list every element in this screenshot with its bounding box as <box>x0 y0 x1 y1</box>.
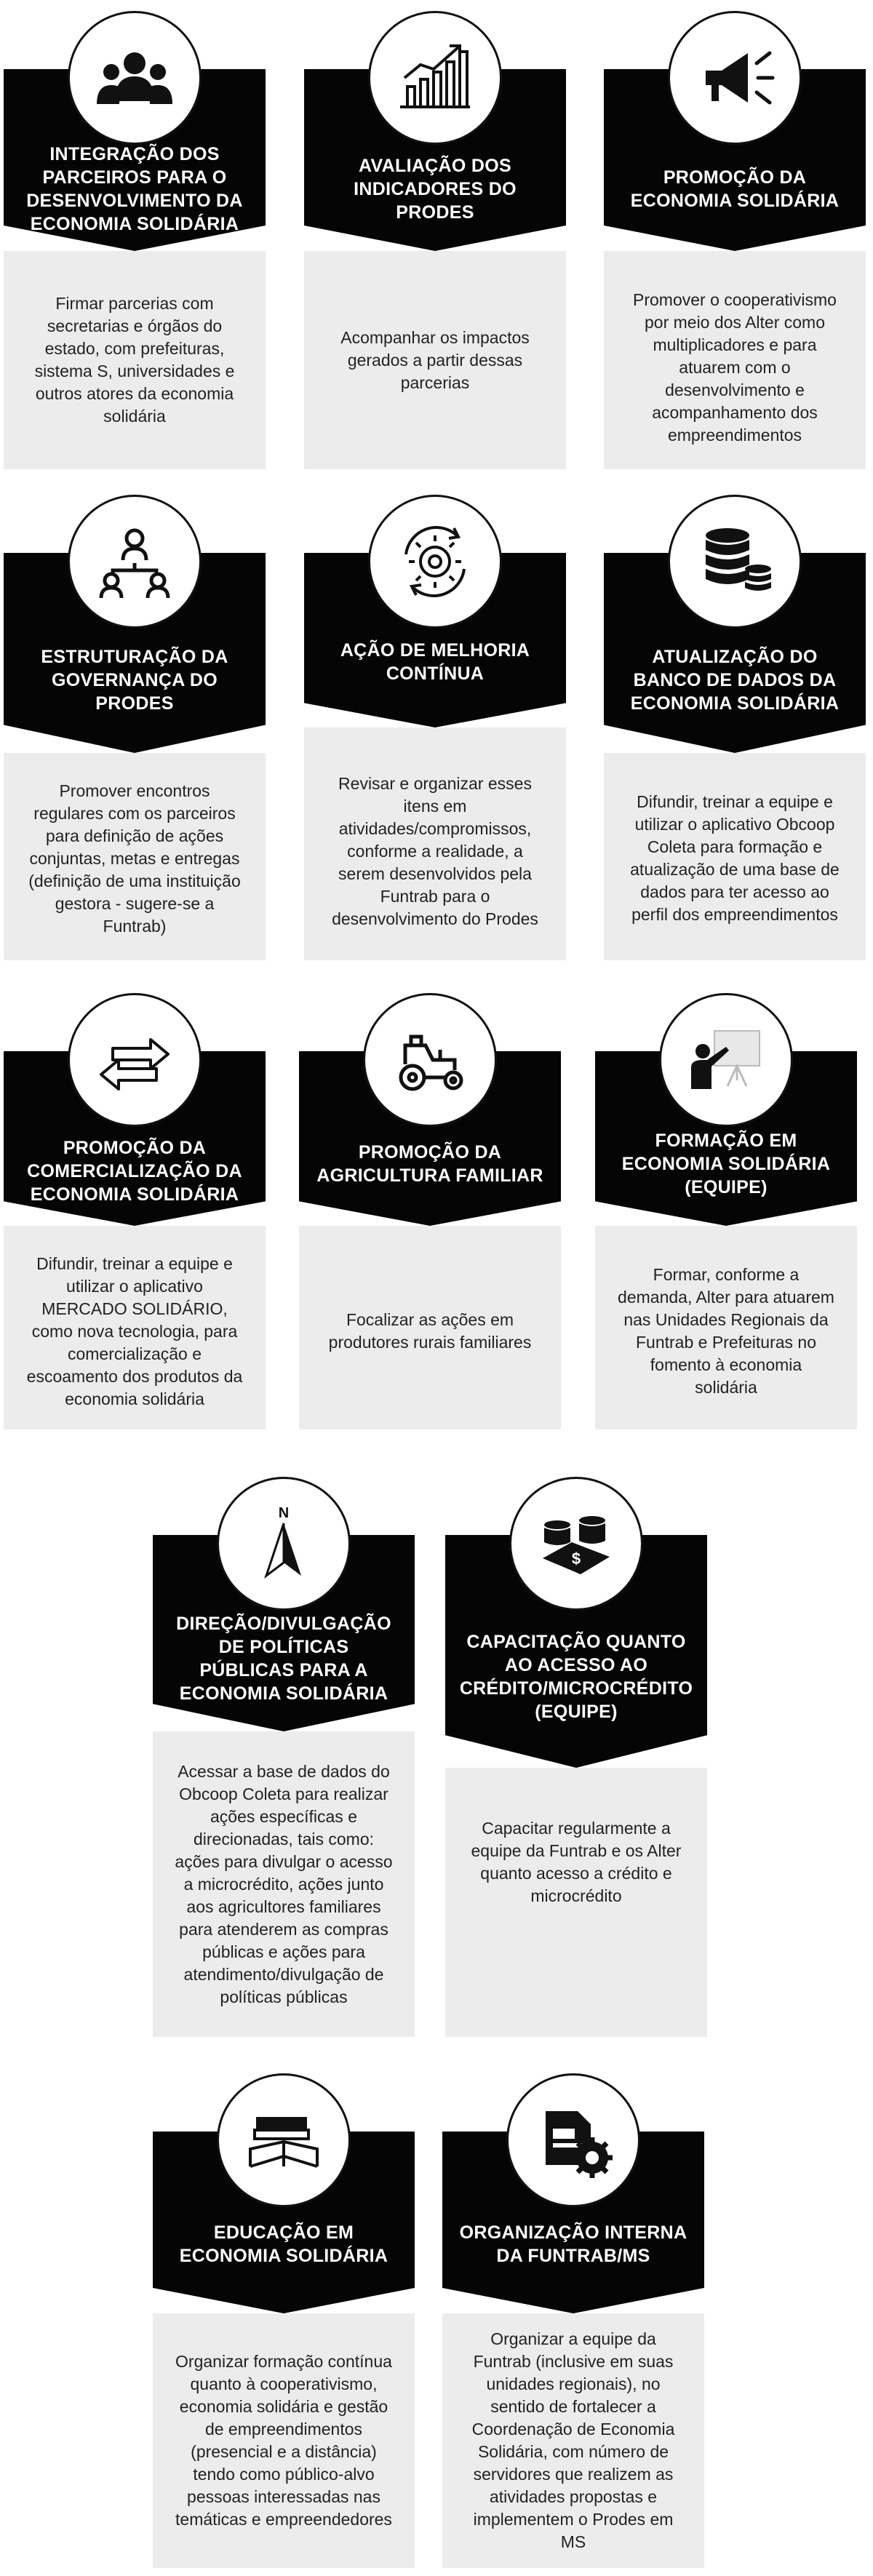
card-integracao <box>4 69 266 469</box>
gear-cycle-icon <box>368 495 502 629</box>
card-text: Difundir, treinar a equipe e utilizar o aplicativo Obcoop Coleta para formação e atualização de uma base de dados para ter acesso ao perfil dos empreendimentos <box>630 792 840 924</box>
card-agricultura <box>299 1051 561 1429</box>
card-title: EDUCAÇÃO EM ECONOMIA SOLIDÁRIA <box>179 2222 388 2266</box>
card-text: Acompanhar os impactos gerados a partir dessas parcerias <box>340 327 530 392</box>
card-comercializacao <box>4 1051 266 1429</box>
card-text: Focalizar as ações em produtores rurais familiares <box>328 1310 532 1352</box>
card-text: Revisar e organizar esses itens em atividades/compromissos, conforme a realidade, a serem desenvolvidos pela Funtrab para o desenvolvimento do Prodes <box>332 773 538 928</box>
card-text: Difundir, treinar a equipe e utilizar o aplicativo MERCADO SOLIDÁRIO, como nova tecnologia, para comercialização e escoamento dos produtos da economia solidária <box>26 1253 243 1408</box>
card-direcao <box>153 1505 415 2037</box>
card-organizacao-interna <box>442 2132 704 2568</box>
card-title: ATUALIZAÇÃO DO BANCO DE DADOS DA ECONOMIA SOLIDÁRIA <box>630 647 840 714</box>
card-text: Formar, conforme a demanda, Alter para atuarem nas Unidades Regionais da Funtrab e Prefeituras no fomento à economia solidária <box>618 1265 834 1397</box>
card-avaliacao <box>304 69 566 469</box>
group-people-icon <box>68 11 202 145</box>
tractor-icon <box>363 993 497 1127</box>
card-title: AÇÃO DE MELHORIA CONTÍNUA <box>340 640 530 684</box>
card-text: Organizar a equipe da Funtrab (inclusive em suas unidades regionais), no sentido de fortalecer a Coordenação de Economia Solidária, com número de servidores que realizem as atividades propostas e implementem o Prodes em MS <box>471 2329 675 2551</box>
growth-chart-icon <box>368 11 502 145</box>
card-text: Promover o cooperativismo por meio dos Alter como multiplicadores e para atuarem com o desenvolvimento e acompanhamento dos empreendimentos <box>633 290 837 444</box>
card-title: PROMOÇÃO DA ECONOMIA SOLIDÁRIA <box>630 167 840 211</box>
card-text: Capacitar regularmente a equipe da Funtrab e os Alter quanto acesso a crédito e microcrédito <box>471 1819 682 1905</box>
card-melhoria <box>304 553 566 960</box>
card-title: CAPACITAÇÃO QUANTO AO ACESSO AO CRÉDITO/MICROCRÉDITO (EQUIPE) <box>459 1632 693 1722</box>
hierarchy-people-icon <box>68 495 202 629</box>
card-text: Firmar parcerias com secretarias e órgãos do estado, com prefeituras, sistema S, universidades e outros atores da economia solidária <box>34 294 235 426</box>
megaphone-icon <box>668 11 802 145</box>
card-banco-dados <box>604 553 866 960</box>
card-title: ORGANIZAÇÃO INTERNA DA FUNTRAB/MS <box>459 2222 687 2266</box>
card-title: FORMAÇÃO EM ECONOMIA SOLIDÁRIA (EQUIPE) <box>621 1131 831 1197</box>
database-icon <box>668 495 802 629</box>
compass-north-label: N <box>278 1505 290 1521</box>
card-title: PROMOÇÃO DA AGRICULTURA FAMILIAR <box>316 1142 543 1186</box>
card-text: Acessar a base de dados do Obcoop Coleta para realizar ações específicas e direcionadas, tais como: ações para divulgar o acesso a microcrédito, ações junto aos agricultores familiares para atenderem as compras públicas e ações para atendimento/divulgação de políticas públicas <box>175 1761 393 2006</box>
card-text: Promover encontros regulares com os parceiros para definição de ações conjuntas, metas e entregas (definição de uma instituição gestora - sugere-se a Funtrab) <box>28 781 241 936</box>
card-formacao-es <box>595 1051 857 1429</box>
card-governanca <box>4 553 266 960</box>
folder-gear-icon <box>506 2073 640 2207</box>
presentation-board-icon <box>659 993 793 1127</box>
card-educacao <box>153 2132 415 2568</box>
card-title: AVALIAÇÃO DOS INDICADORES DO PRODES <box>354 156 517 223</box>
exchange-arrows-icon <box>68 993 202 1127</box>
card-text: Organizar formação contínua quanto à cooperativismo, economia solidária e gestão de empreendimentos (presencial e a distância) tendo como público-alvo pessoas interessadas nas temáticas e empreendedores <box>175 2352 392 2529</box>
card-title: DIREÇÃO/DIVULGAÇÃO DE POLÍTICAS PÚBLICAS PARA A ECONOMIA SOLIDÁRIA <box>176 1614 391 1704</box>
currency-symbol: $ <box>571 1550 581 1568</box>
card-title: PROMOÇÃO DA COMERCIALIZAÇÃO DA ECONOMIA SOLIDÁRIA <box>27 1138 242 1205</box>
card-capacitacao-credito <box>445 1535 707 2037</box>
coins-money-icon <box>509 1477 643 1611</box>
card-title: ESTRUTURAÇÃO DA GOVERNANÇA DO PRODES <box>41 647 228 714</box>
compass-north-icon <box>217 1477 351 1611</box>
card-promocao-es <box>604 69 866 469</box>
books-icon <box>217 2073 351 2207</box>
card-title: INTEGRAÇÃO DOS PARCEIROS PARA O DESENVOLVIMENTO DA ECONOMIA SOLIDÁRIA <box>26 144 243 234</box>
